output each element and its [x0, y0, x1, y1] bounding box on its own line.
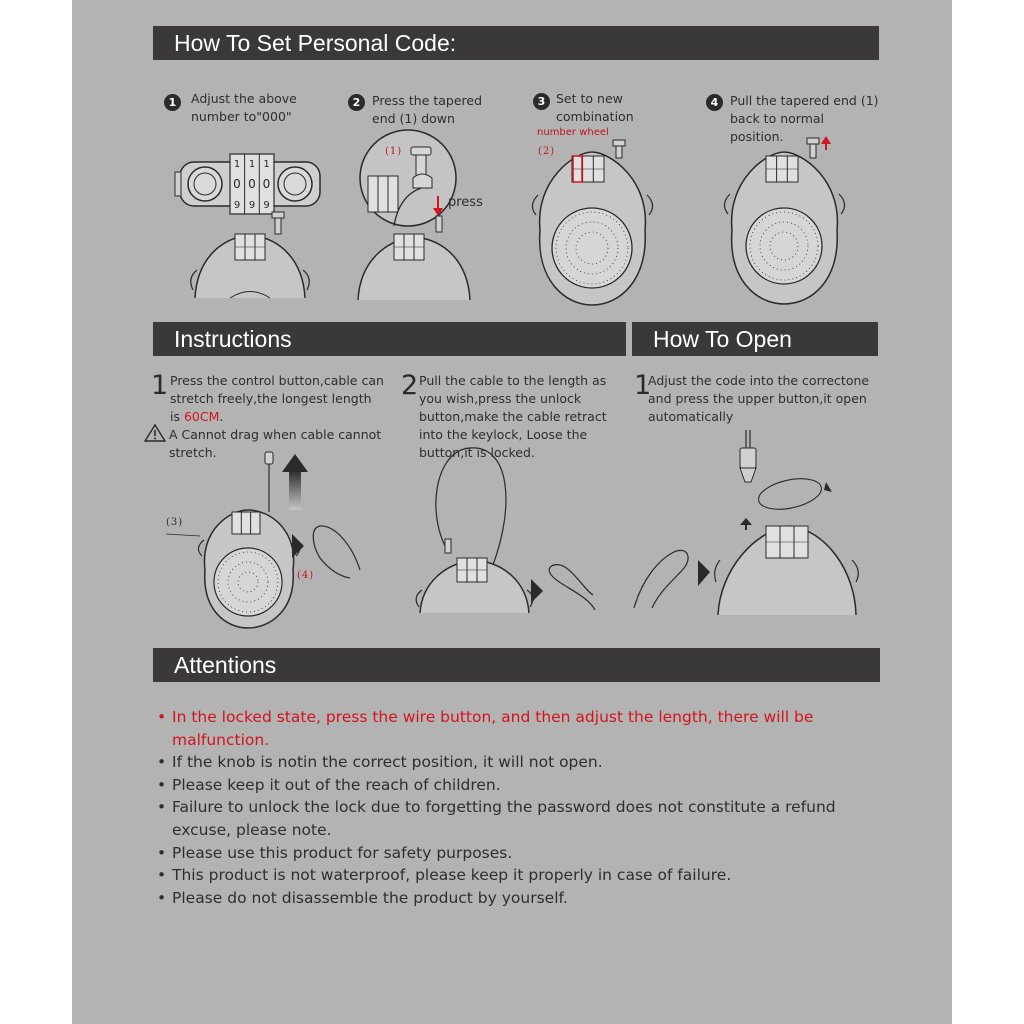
warning-triangle-icon — [144, 424, 166, 442]
attentions-list — [157, 706, 857, 909]
attention-item: • Please use this product for safety purposes. — [157, 842, 857, 865]
number-wheel-label: number wheel — [537, 127, 609, 138]
banner-attentions — [153, 648, 880, 682]
wheel-digit: 9 — [263, 200, 270, 211]
instruction-text: . — [219, 409, 224, 424]
wheel-digit: 9 — [248, 200, 256, 211]
press-tapered-end-illustration — [350, 130, 490, 300]
wheel-digit: 0 — [248, 177, 256, 191]
instruction-text: Press the control button,cable can stretch freely,the longest length is — [170, 373, 384, 424]
step-badge: 2 — [348, 94, 365, 111]
banner-title: Instructions — [174, 326, 292, 352]
max-length-highlight: 60CM — [183, 409, 220, 424]
pull-back-illustration — [722, 136, 847, 306]
step-badge: 1 — [164, 94, 181, 111]
set-code-step-2: Press the tapered end (1) down — [372, 93, 483, 126]
press-label: press — [448, 195, 483, 210]
attention-item: • Please keep it out of the reach of children. — [157, 774, 857, 797]
open-step-number: 1 — [634, 370, 652, 401]
banner-title: How To Open — [653, 326, 792, 352]
attention-item: • Failure to unlock the lock due to forgetting the password does not constitute a refund excuse, please note. — [157, 796, 857, 841]
banner-set-personal-code — [153, 26, 879, 60]
attention-item: • If the knob is notin the correct position, it will not open. — [157, 751, 857, 774]
cable-stretch-illustration — [160, 450, 380, 630]
attention-item: • Please do not disassemble the product by yourself. — [157, 887, 857, 910]
instruction-step-2: Pull the cable to the length as you wish,press the unlock button,make the cable retract into the keylock, Loose the button,it is locked. — [419, 373, 607, 460]
set-code-step-3: Set to new combination — [556, 91, 634, 124]
open-lock-illustration — [630, 430, 860, 615]
label-four: (4) — [297, 570, 315, 581]
banner-instructions — [153, 322, 626, 356]
banner-how-to-open — [632, 322, 878, 356]
wheel-digit: 1 — [248, 159, 256, 170]
attention-item: • This product is not waterproof, please keep it properly in case of failure. — [157, 864, 857, 887]
label-one: (1) — [385, 146, 403, 157]
step-badge: 3 — [533, 93, 550, 110]
wheel-digit: 0 — [233, 177, 241, 191]
wheel-digit: 1 — [233, 159, 241, 170]
set-code-step-1: Adjust the above number to"000" — [191, 91, 297, 124]
set-new-combination-illustration — [530, 140, 655, 310]
instruction-number: 2 — [401, 370, 419, 401]
label-two: (2) — [538, 146, 556, 157]
instruction-warning: A Cannot drag when cable cannot stretch. — [169, 427, 382, 460]
instruction-step-1 — [170, 372, 385, 426]
attention-item: • In the locked state, press the wire button, and then adjust the length, there will be malfunction. — [157, 706, 857, 751]
banner-title: How To Set Personal Code: — [174, 30, 457, 56]
instruction-number: 1 — [151, 370, 169, 401]
step-badge: 4 — [706, 94, 723, 111]
how-to-open-step-1: Adjust the code into the correctone and press the upper button,it open automatically — [648, 373, 870, 424]
wheel-digit: 0 — [262, 177, 271, 191]
wheel-digit: 1 — [263, 159, 270, 170]
cable-retract-illustration — [415, 445, 625, 615]
label-three: (3) — [166, 517, 184, 528]
banner-title: Attentions — [174, 652, 277, 678]
lock-set-to-000-illustration — [175, 150, 325, 300]
set-code-step-4: Pull the tapered end (1) back to normal position. — [730, 93, 879, 144]
wheel-digit: 9 — [233, 200, 241, 211]
